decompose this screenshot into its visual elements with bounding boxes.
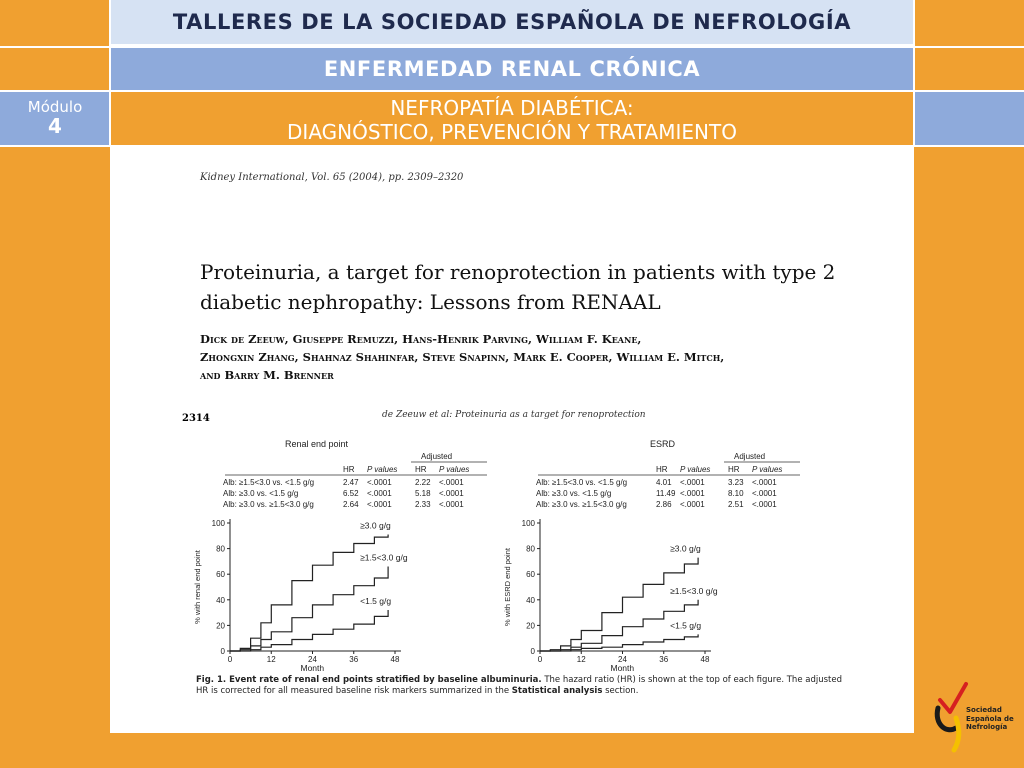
panel1-xtick-label-1: 12 xyxy=(266,655,276,664)
panel1-row-1-val-1: <.0001 xyxy=(367,489,392,498)
panel1-xtick-label-2: 24 xyxy=(308,655,317,664)
panel1-row-0-val-2: 2.22 xyxy=(415,478,431,487)
caption-bold-section: Statistical analysis xyxy=(511,686,603,696)
panel2-row-2-val-2: 2.51 xyxy=(728,500,744,509)
panel2-header-1: P values xyxy=(680,465,711,474)
panel2-row-0-val-3: <.0001 xyxy=(752,478,777,487)
panel2-row-label-2: Alb: ≥3.0 vs. ≥1.5<3.0 g/g xyxy=(536,500,627,509)
panel2-row-1-val-1: <.0001 xyxy=(680,489,705,498)
paper-scan xyxy=(110,147,914,733)
caption-end: section. xyxy=(602,686,639,696)
panel2-title: ESRD xyxy=(650,439,676,449)
header-society-title xyxy=(110,0,914,46)
page-number: 2314 xyxy=(182,413,210,424)
divider-right xyxy=(913,0,915,146)
figure-caption xyxy=(196,675,856,697)
paper-title-line1: Proteinuria, a target for renoprotection in patients with type 2 xyxy=(200,260,836,284)
panel2-series-label-2: <1.5 g/g xyxy=(670,620,702,631)
panel2-ytick-label-5: 100 xyxy=(521,519,535,528)
panel1-row-2-val-0: 2.64 xyxy=(343,500,359,509)
panel2-header-3: P values xyxy=(752,465,783,474)
panel2-ytick-label-3: 60 xyxy=(526,570,535,580)
panel2-ytick-label-0: 0 xyxy=(530,647,535,656)
panel1-xtick-label-4: 48 xyxy=(390,655,400,664)
paper-title-line2: diabetic nephropathy: Lessons from RENAAL xyxy=(200,290,661,314)
paper-authors xyxy=(200,330,724,384)
panel1-row-0-val-3: <.0001 xyxy=(439,478,464,487)
panel2-row-2-val-3: <.0001 xyxy=(752,500,777,509)
panel2-series-label-1: ≥1.5<3.0 g/g xyxy=(670,585,718,596)
header-line1: TALLERES DE LA SOCIEDAD ESPAÑOLA DE NEFROLOGÍA xyxy=(172,10,852,34)
panel1-row-1-val-0: 6.52 xyxy=(343,489,359,498)
panel1-row-2-val-2: 2.33 xyxy=(415,500,431,509)
logo-line3: Nefrología xyxy=(966,723,1008,731)
panel1-xtick-label-0: 0 xyxy=(227,655,233,664)
panel2-header-2: HR xyxy=(728,465,740,474)
panel2-xtick-label-3: 36 xyxy=(659,655,669,664)
panel2-ytick-label-4: 80 xyxy=(526,544,535,554)
panel1-adjusted-label: Adjusted xyxy=(421,452,453,461)
panel1-title: Renal end point xyxy=(285,439,349,449)
paper-authors-line3: and Barry M. Brenner xyxy=(200,368,334,382)
panel2-xtick-label-4: 48 xyxy=(700,655,710,664)
panel2-xlabel: Month xyxy=(610,663,635,673)
header-line3b: DIAGNÓSTICO, PREVENCIÓN Y TRATAMIENTO xyxy=(287,120,737,144)
panel2-adjusted-label: Adjusted xyxy=(734,452,766,461)
header-topic xyxy=(110,47,914,91)
panel1-row-0-val-1: <.0001 xyxy=(367,478,392,487)
panel1-ytick-label-5: 100 xyxy=(211,519,225,528)
header-line3a: NEFROPATÍA DIABÉTICA: xyxy=(390,96,634,120)
panel2-row-2-val-0: 2.86 xyxy=(656,500,672,509)
panel1-ytick-label-2: 40 xyxy=(216,595,225,605)
panel1-header-2: HR xyxy=(415,465,427,474)
panel1-series-label-0: ≥3.0 g/g xyxy=(360,520,391,531)
panel2-row-0-val-1: <.0001 xyxy=(680,478,705,487)
panel1-xlabel: Month xyxy=(300,663,325,673)
module-number: 4 xyxy=(48,114,62,138)
panel1-series-label-2: <1.5 g/g xyxy=(360,596,392,607)
panel1-series-2 xyxy=(230,610,388,651)
logo-text xyxy=(966,706,1014,732)
header-subtopic xyxy=(110,92,914,146)
panel1-row-0-val-0: 2.47 xyxy=(343,478,359,487)
panel2-row-0-val-0: 4.01 xyxy=(656,478,672,487)
figure-1 xyxy=(110,427,914,673)
right-accent-block xyxy=(914,92,1024,146)
module-label: Módulo xyxy=(27,98,83,116)
caption-text: The hazard ratio (HR) is shown at the top of each figure. The adjusted HR is corrected for all measured baseline risk markers summarized in the xyxy=(196,675,842,696)
paper-citation: Kidney International, Vol. 65 (2004), pp. 2309–2320 xyxy=(200,172,464,183)
panel2-header-0: HR xyxy=(656,465,668,474)
logo-line2: Española de xyxy=(966,714,1014,723)
panel2-row-0-val-2: 3.23 xyxy=(728,478,744,487)
paper-authors-line2: Zhongxin Zhang, Shahnaz Shahinfar, Steve Snapinn, Mark E. Cooper, William E. Mitch, xyxy=(200,350,725,364)
panel1-row-1-val-2: 5.18 xyxy=(415,489,431,498)
header-line2: ENFERMEDAD RENAL CRÓNICA xyxy=(323,57,701,81)
panel1-row-2-val-1: <.0001 xyxy=(367,500,392,509)
panel1-row-label-2: Alb: ≥3.0 vs. ≥1.5<3.0 g/g xyxy=(223,500,314,509)
logo-line1: Sociedad xyxy=(966,706,1002,714)
panel2-row-1-val-3: <.0001 xyxy=(752,489,777,498)
panel1-row-label-1: Alb: ≥3.0 vs. <1.5 g/g xyxy=(223,489,299,498)
panel1-ylabel: % with renal end point xyxy=(193,550,202,624)
panel2-series-2 xyxy=(540,634,698,651)
panel1-series-label-1: ≥1.5<3.0 g/g xyxy=(360,552,408,563)
panel2-row-label-1: Alb: ≥3.0 vs. <1.5 g/g xyxy=(536,489,612,498)
panel2-ytick-label-2: 40 xyxy=(526,595,535,605)
panel1-header-0: HR xyxy=(343,465,355,474)
panel2-ytick-label-1: 20 xyxy=(526,621,535,631)
panel2-xtick-label-1: 12 xyxy=(576,655,586,664)
panel1-ytick-label-0: 0 xyxy=(220,647,225,656)
panel2-row-1-val-0: 11.49 xyxy=(656,489,676,498)
panel1-row-2-val-3: <.0001 xyxy=(439,500,464,509)
divider-left xyxy=(109,0,111,146)
panel1-ytick-label-4: 80 xyxy=(216,544,225,554)
panel1-xtick-label-3: 36 xyxy=(349,655,359,664)
panel2-series-0 xyxy=(540,558,698,651)
divider-h1 xyxy=(0,46,1024,48)
panel2-xtick-label-0: 0 xyxy=(537,655,543,664)
caption-bold: Fig. 1. Event rate of renal end points stratified by baseline albuminuria. xyxy=(196,675,542,685)
panel2-row-label-0: Alb: ≥1.5<3.0 vs. <1.5 g/g xyxy=(536,478,628,487)
panel2-series-label-0: ≥3.0 g/g xyxy=(670,543,701,554)
panel1-ytick-label-1: 20 xyxy=(216,621,225,631)
paper-title xyxy=(200,257,835,317)
panel2-ylabel: % with ESRD end point xyxy=(503,548,512,626)
module-badge xyxy=(0,92,110,146)
divider-h2 xyxy=(0,90,1024,92)
panel2-row-1-val-2: 8.10 xyxy=(728,489,744,498)
panel1-ytick-label-3: 60 xyxy=(216,570,225,580)
panel1-header-1: P values xyxy=(367,465,398,474)
panel1-header-3: P values xyxy=(439,465,470,474)
paper-authors-line1: Dick de Zeeuw, Giuseppe Remuzzi, Hans-Henrik Parving, William F. Keane, xyxy=(200,332,642,346)
panel1-row-label-0: Alb: ≥1.5<3.0 vs. <1.5 g/g xyxy=(223,478,315,487)
panel2-xtick-label-2: 24 xyxy=(618,655,627,664)
panel2-row-2-val-1: <.0001 xyxy=(680,500,705,509)
running-head: de Zeeuw et al: Proteinuria as a target for renoprotection xyxy=(382,410,646,420)
panel1-row-1-val-3: <.0001 xyxy=(439,489,464,498)
